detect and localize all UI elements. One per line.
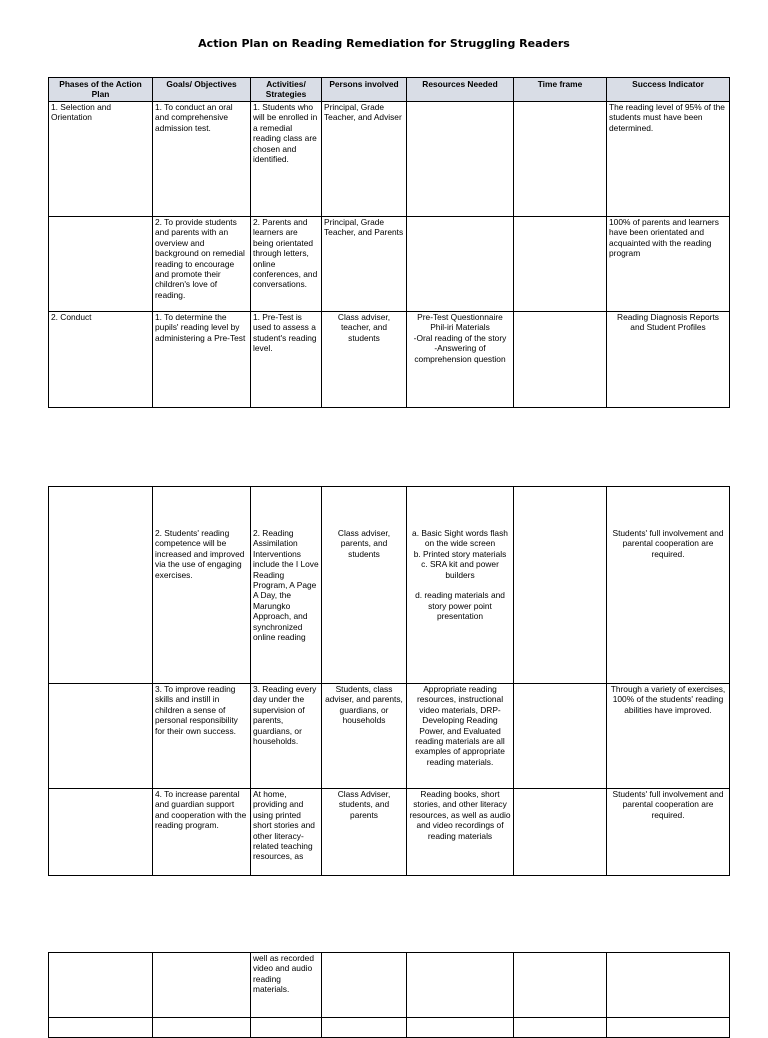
cell-success: Students' full involvement and parental cooperation are required.: [607, 487, 730, 684]
cell-phase: 2. Conduct: [49, 312, 153, 408]
cell-persons: Class adviser, parents, and students: [322, 487, 407, 684]
cell-goal: 2. To provide students and parents with an overview and background on remedial reading to encourage and promote their children's love of reading.: [153, 217, 251, 312]
cell-goal: 1. To determine the pupils' reading level by administering a Pre-Test: [153, 312, 251, 408]
table-row: [49, 312, 730, 408]
action-plan-table: [48, 77, 730, 408]
cell-resources: [407, 102, 514, 217]
header-success: Success Indicator: [607, 78, 730, 102]
cell-activity: 3. Reading every day under the supervision of parents, guardians, or households.: [251, 684, 322, 789]
cell-persons: Class adviser, teacher, and students: [322, 312, 407, 408]
cell-phase: 1. Selection and Orientation: [49, 102, 153, 217]
cell-persons: Principal, Grade Teacher, and Adviser: [322, 102, 407, 217]
header-activities: Activities/ Strategies: [251, 78, 322, 102]
header-persons: Persons involved: [322, 78, 407, 102]
cell-resources: [407, 217, 514, 312]
cell-goal: 2. Students' reading competence will be increased and improved via the use of engaging exercises.: [153, 487, 251, 684]
header-goals: Goals/ Objectives: [153, 78, 251, 102]
cell-timeframe: [514, 217, 607, 312]
header-timeframe: Time frame: [514, 78, 607, 102]
cell-resources: [407, 953, 514, 1018]
table-row: [49, 953, 730, 1018]
page-title: Action Plan on Reading Remediation for Struggling Readers: [198, 37, 570, 50]
cell-success: Reading Diagnosis Reports and Student Profiles: [607, 312, 730, 408]
cell-success: 100% of parents and learners have been orientated and acquainted with the reading program: [607, 217, 730, 312]
table-row: [49, 684, 730, 789]
header-phase: Phases of the Action Plan: [49, 78, 153, 102]
cell-goal: 3. To improve reading skills and instill in children a sense of personal responsibility for their own success.: [153, 684, 251, 789]
table-row: [49, 487, 730, 684]
cell-success: The reading level of 95% of the students must have been determined.: [607, 102, 730, 217]
cell-goal: 4. To increase parental and guardian support and cooperation with the reading program.: [153, 789, 251, 876]
table-row: [49, 789, 730, 876]
cell-activity: well as recorded video and audio reading materials.: [251, 953, 322, 1018]
cell-timeframe: [514, 789, 607, 876]
table-header-row: [49, 78, 730, 102]
cell-persons: Principal, Grade Teacher, and Parents: [322, 217, 407, 312]
cell-activity: 2. Parents and learners are being orientated through letters, online conferences, and conversations.: [251, 217, 322, 312]
cell-activity: 2. Reading Assimilation Interventions include the I Love Reading Program, A Page A Day, the Marungko Approach, and synchronized online reading: [251, 487, 322, 684]
cell-success: Through a variety of exercises, 100% of the students' reading abilities have improved.: [607, 684, 730, 789]
cell-timeframe: [514, 684, 607, 789]
cell-phase: [49, 684, 153, 789]
cell-phase: [49, 953, 153, 1018]
cell-activity: 1. Pre-Test is used to assess a student's reading level.: [251, 312, 322, 408]
cell-phase: [49, 487, 153, 684]
cell-phase: [49, 217, 153, 312]
cell-resources: Appropriate reading resources, instructional video materials, DRP-Developing Reading Power, and Evaluated reading materials are all examples of appropriate reading materials.: [407, 684, 514, 789]
cell-activity: At home, providing and using printed short stories and other literacy-related teaching resources, as: [251, 789, 322, 876]
cell-success: Students' full involvement and parental cooperation are required.: [607, 789, 730, 876]
cell-success: [607, 953, 730, 1018]
table-row: [49, 102, 730, 217]
cell-persons: Class Adviser, students, and parents: [322, 789, 407, 876]
action-plan-table-continued-2: [48, 952, 730, 1038]
cell-persons: Students, class adviser, and parents, guardians, or households: [322, 684, 407, 789]
cell-timeframe: [514, 953, 607, 1018]
cell-resources: Pre-Test Questionnaire Phil-iri Materials -Oral reading of the story -Answering of comprehension question: [407, 312, 514, 408]
cell-activity: 1. Students who will be enrolled in a remedial reading class are chosen and identified.: [251, 102, 322, 217]
table-row: [49, 1018, 730, 1038]
table-row: [49, 217, 730, 312]
header-resources: Resources Needed: [407, 78, 514, 102]
cell-timeframe: [514, 102, 607, 217]
cell-resources: Reading books, short stories, and other literacy resources, as well as audio and video recordings of reading materials: [407, 789, 514, 876]
cell-resources: a. Basic Sight words flash on the wide screen b. Printed story materials c. SRA kit and power builders d. reading materials and story power point presentation: [407, 487, 514, 684]
cell-goal: [153, 953, 251, 1018]
cell-timeframe: [514, 312, 607, 408]
cell-timeframe: [514, 487, 607, 684]
cell-goal: 1. To conduct an oral and comprehensive admission test.: [153, 102, 251, 217]
cell-phase: [49, 789, 153, 876]
cell-persons: [322, 953, 407, 1018]
action-plan-table-continued: [48, 486, 730, 876]
